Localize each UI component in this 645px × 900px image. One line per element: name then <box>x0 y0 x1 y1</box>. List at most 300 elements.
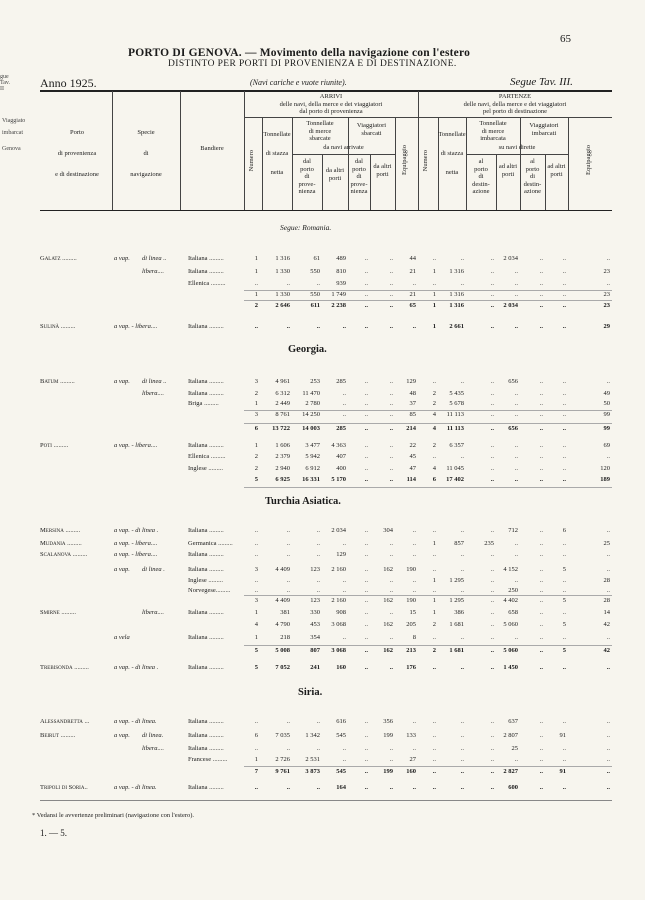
table-cell-e: 21 <box>409 268 416 275</box>
table-cell-j: .. <box>606 756 610 763</box>
table-cell-b: 908 <box>336 609 346 616</box>
table-cell-n2: .. <box>432 587 436 594</box>
table-cell-n: .. <box>254 587 258 594</box>
table-cell-e: .. <box>412 718 416 725</box>
table-row <box>0 323 645 332</box>
table-cell-j: 189 <box>600 476 610 483</box>
table-cell-a: 6 912 <box>305 465 320 472</box>
table-cell-n: .. <box>254 551 258 558</box>
table-cell-n2: .. <box>432 745 436 752</box>
table-cell-i: .. <box>562 476 566 483</box>
table-cell-port: Mersina ......... <box>40 527 81 534</box>
table-cell-n2: 1 <box>432 323 436 330</box>
table-cell-t2: .. <box>460 745 464 752</box>
table-cell-t: 7 052 <box>275 664 290 671</box>
table-cell-f: .. <box>490 718 494 725</box>
table-cell-d: .. <box>389 476 393 483</box>
table-cell-spec: a vap. - di linea . <box>114 527 159 534</box>
margin-strip <box>0 60 26 210</box>
table-cell-flag: Germanica ......... <box>188 540 233 547</box>
table-cell-n: 5 <box>254 664 258 671</box>
table-cell-g: 4 402 <box>503 597 518 604</box>
table-cell-t: .. <box>286 280 290 287</box>
table-cell-t: 4 409 <box>275 566 290 573</box>
table-cell-e: 214 <box>406 425 416 432</box>
col-divider <box>112 91 113 210</box>
table-cell-t2: .. <box>460 527 464 534</box>
table-cell-e: .. <box>412 577 416 584</box>
table-cell-f: .. <box>490 647 494 654</box>
table-cell-t: 7 035 <box>275 732 290 739</box>
table-cell-e: 176 <box>406 664 416 671</box>
table-cell-spec: a vap. - libera.... <box>114 540 158 547</box>
table-cell-f: .. <box>490 442 494 449</box>
table-cell-h: .. <box>539 732 543 739</box>
table-cell-b: 810 <box>336 268 346 275</box>
table-cell-n2: 1 <box>432 609 436 616</box>
table-cell-c: .. <box>364 390 368 397</box>
table-cell-port: Galatz ......... <box>40 255 77 262</box>
table-cell-e: 65 <box>409 302 416 309</box>
table-cell-h: .. <box>539 745 543 752</box>
table-cell-d: 162 <box>383 597 393 604</box>
table-cell-t2: 857 <box>454 540 464 547</box>
table-cell-t: 1 606 <box>275 442 290 449</box>
table-row <box>0 768 645 777</box>
table-cell-sub: libera.... <box>142 390 165 397</box>
col-divider <box>568 118 569 210</box>
table-cell-n2: .. <box>432 784 436 791</box>
table-cell-flag: Ellenica ......... <box>188 280 226 287</box>
table-cell-e: .. <box>412 323 416 330</box>
table-cell-h: .. <box>539 302 543 309</box>
table-cell-t2: 2 661 <box>449 323 464 330</box>
table-cell-b: 2 160 <box>331 566 346 573</box>
table-cell-b: 2 034 <box>331 527 346 534</box>
table-cell-t2: 6 357 <box>449 442 464 449</box>
table-cell-f: .. <box>490 664 494 671</box>
table-cell-f: .. <box>490 732 494 739</box>
table-cell-e: 129 <box>406 378 416 385</box>
table-cell-i: .. <box>562 302 566 309</box>
table-cell-e: 45 <box>409 453 416 460</box>
table-cell-j: .. <box>606 718 610 725</box>
table-cell-t: 13 722 <box>272 425 290 432</box>
note-label: (Navi cariche e vuote riunite). <box>250 78 347 87</box>
table-cell-n2: .. <box>432 378 436 385</box>
table-cell-g: .. <box>514 756 518 763</box>
col-divider <box>418 91 419 210</box>
table-cell-n: 1 <box>254 634 258 641</box>
table-cell-i: .. <box>562 280 566 287</box>
table-cell-h: .. <box>539 587 543 594</box>
table-cell-c: .. <box>364 587 368 594</box>
table-cell-c: .. <box>364 453 368 460</box>
table-cell-t2: 1 681 <box>449 621 464 628</box>
header-numero-arr: Numero <box>248 150 255 172</box>
header-da-navi-arrivate: da navi arrivate <box>323 144 364 151</box>
table-cell-a: 2 531 <box>305 756 320 763</box>
table-cell-g: 656 <box>508 378 518 385</box>
table-cell-d: 162 <box>383 566 393 573</box>
table-cell-c: .. <box>364 255 368 262</box>
table-cell-n: 2 <box>254 390 258 397</box>
table-cell-i: 5 <box>562 566 566 573</box>
table-cell-n2: .. <box>432 453 436 460</box>
table-cell-h: .. <box>539 323 543 330</box>
table-cell-c: .. <box>364 540 368 547</box>
table-cell-g: 25 <box>511 745 518 752</box>
table-cell-g: .. <box>514 577 518 584</box>
table-cell-i: .. <box>562 323 566 330</box>
table-cell-f: .. <box>490 745 494 752</box>
table-cell-d: 162 <box>383 621 393 628</box>
table-cell-sub: libera.... <box>142 745 165 752</box>
table-row <box>0 390 645 399</box>
table-cell-b: .. <box>342 587 346 594</box>
subtotal-rule <box>244 487 612 488</box>
table-cell-c: .. <box>364 551 368 558</box>
table-cell-j: .. <box>606 527 610 534</box>
table-cell-b: 1 749 <box>331 291 346 298</box>
subtotal-rule <box>244 595 612 596</box>
table-cell-h: .. <box>539 718 543 725</box>
table-row <box>0 745 645 754</box>
table-cell-b: 4 363 <box>331 442 346 449</box>
table-cell-b: .. <box>342 390 346 397</box>
table-cell-f: .. <box>490 551 494 558</box>
table-cell-n2: 2 <box>432 621 436 628</box>
table-cell-t: 6 925 <box>275 476 290 483</box>
subtotal-rule <box>244 766 612 767</box>
table-cell-a: 550 <box>310 291 320 298</box>
table-row <box>0 465 645 474</box>
table-cell-t: .. <box>286 527 290 534</box>
header-merce-sbarcate: Tonnellate di merce sbarcate <box>306 120 334 142</box>
table-cell-j: 42 <box>603 647 610 654</box>
table-row <box>0 566 645 575</box>
table-cell-n2: 1 <box>432 302 436 309</box>
table-cell-spec: a vap. <box>114 566 130 573</box>
table-cell-i: 5 <box>562 621 566 628</box>
table-cell-n2: 2 <box>432 400 436 407</box>
header-ad-altri-porti: ad altri porti <box>498 163 518 178</box>
header-equipaggio-arr: Equipaggio <box>401 145 408 175</box>
table-cell-t2: 1 316 <box>449 302 464 309</box>
table-cell-t: 2 449 <box>275 400 290 407</box>
table-cell-n: .. <box>254 280 258 287</box>
table-cell-t: 218 <box>280 634 290 641</box>
table-cell-t2: .. <box>460 768 464 775</box>
table-row <box>0 597 645 606</box>
table-cell-c: .. <box>364 378 368 385</box>
table-cell-j: .. <box>606 280 610 287</box>
group-rule <box>466 154 568 155</box>
table-cell-a: .. <box>316 527 320 534</box>
table-cell-i: .. <box>562 400 566 407</box>
table-cell-g: 2 034 <box>503 302 518 309</box>
page-title: PORTO DI GENOVA. — Movimento della navigazione con l'estero <box>128 47 471 59</box>
table-cell-j: .. <box>606 664 610 671</box>
table-cell-f: .. <box>490 784 494 791</box>
table-cell-b: .. <box>342 411 346 418</box>
header-equipaggio-par: Equipaggio <box>585 145 592 175</box>
table-cell-j: 23 <box>603 302 610 309</box>
table-cell-d: .. <box>389 255 393 262</box>
table-cell-n: 7 <box>254 768 258 775</box>
header-bandiere: Bandiere <box>200 145 224 152</box>
table-cell-f: .. <box>490 527 494 534</box>
table-cell-g: .. <box>514 323 518 330</box>
table-cell-g: .. <box>514 291 518 298</box>
table-cell-b: 545 <box>336 768 346 775</box>
table-cell-n2: 4 <box>432 411 436 418</box>
table-cell-g: 4 152 <box>503 566 518 573</box>
table-cell-n2: 1 <box>432 577 436 584</box>
table-cell-t2: 1 316 <box>449 291 464 298</box>
table-cell-n: 2 <box>254 453 258 460</box>
table-cell-f: .. <box>490 577 494 584</box>
table-cell-f: .. <box>490 268 494 275</box>
table-cell-n2: 4 <box>432 465 436 472</box>
table-cell-d: .. <box>389 291 393 298</box>
table-cell-t2: .. <box>460 664 464 671</box>
table-cell-n: 1 <box>254 442 258 449</box>
table-cell-a: 16 331 <box>302 476 320 483</box>
table-cell-n: 3 <box>254 411 258 418</box>
table-cell-g: 5 060 <box>503 621 518 628</box>
table-cell-g: 712 <box>508 527 518 534</box>
header-bottom-rule <box>40 210 612 211</box>
table-cell-n2: .. <box>432 634 436 641</box>
table-cell-b: 5 170 <box>331 476 346 483</box>
table-cell-f: .. <box>490 768 494 775</box>
table-cell-flag: Francese ......... <box>188 756 228 763</box>
table-cell-port: Batum ......... <box>40 378 75 385</box>
table-cell-t: .. <box>286 745 290 752</box>
table-cell-t2: .. <box>460 587 464 594</box>
table-cell-e: 48 <box>409 390 416 397</box>
table-row <box>0 378 645 387</box>
table-cell-j: 50 <box>603 400 610 407</box>
table-cell-n: 2 <box>254 465 258 472</box>
table-cell-sub: libera.... <box>142 609 165 616</box>
table-cell-c: .. <box>364 756 368 763</box>
subtotal-rule <box>244 300 612 301</box>
table-cell-d: .. <box>389 378 393 385</box>
table-cell-n2: 4 <box>432 425 436 432</box>
table-cell-a: .. <box>316 551 320 558</box>
table-cell-port: Alessandretta ... <box>40 718 90 725</box>
page-subtitle: DISTINTO PER PORTI DI PROVENIENZA E DI DESTINAZIONE. <box>168 59 457 69</box>
table-cell-g: .. <box>514 465 518 472</box>
table-cell-d: .. <box>389 540 393 547</box>
table-cell-g: .. <box>514 400 518 407</box>
table-cell-j: .. <box>606 378 610 385</box>
table-cell-n2: .. <box>432 664 436 671</box>
table-cell-spec: a vap. <box>114 255 130 262</box>
table-cell-e: 37 <box>409 400 416 407</box>
table-cell-d: 162 <box>383 647 393 654</box>
table-cell-f: .. <box>490 476 494 483</box>
table-row <box>0 476 645 485</box>
table-cell-c: .. <box>364 465 368 472</box>
table-cell-flag: Ellenica ......... <box>188 453 226 460</box>
table-cell-n: .. <box>254 323 258 330</box>
table-cell-d: .. <box>389 465 393 472</box>
table-cell-t: 4 409 <box>275 597 290 604</box>
header-dal-porto-viag: dal porto di prove- nienza <box>350 158 368 195</box>
section-turchia: Turchia Asiatica. <box>265 496 341 507</box>
table-row <box>0 621 645 630</box>
table-cell-d: .. <box>389 425 393 432</box>
table-cell-j: .. <box>606 255 610 262</box>
table-cell-i: .. <box>562 453 566 460</box>
col-divider <box>244 91 245 210</box>
table-cell-g: .. <box>514 540 518 547</box>
table-cell-g: .. <box>514 634 518 641</box>
table-cell-h: .. <box>539 476 543 483</box>
table-cell-e: 190 <box>406 566 416 573</box>
table-cell-h: .. <box>539 784 543 791</box>
header-al-porto-viag: al porto di destin- azione <box>523 158 542 195</box>
table-cell-e: .. <box>412 540 416 547</box>
group-rule <box>244 117 612 118</box>
table-cell-flag: Italiana ......... <box>188 784 224 791</box>
table-cell-t: 2 379 <box>275 453 290 460</box>
table-cell-e: 85 <box>409 411 416 418</box>
table-cell-h: .. <box>539 453 543 460</box>
table-cell-d: .. <box>389 745 393 752</box>
table-row <box>0 411 645 420</box>
table-cell-c: .. <box>364 597 368 604</box>
table-cell-i: .. <box>562 718 566 725</box>
table-cell-e: .. <box>412 784 416 791</box>
table-cell-g: .. <box>514 453 518 460</box>
table-cell-j: 99 <box>603 411 610 418</box>
table-cell-j: 23 <box>603 268 610 275</box>
table-cell-f: .. <box>490 425 494 432</box>
table-cell-flag: Briga ......... <box>188 400 219 407</box>
table-cell-j: 42 <box>603 621 610 628</box>
table-cell-t: .. <box>286 551 290 558</box>
table-cell-flag: Italiana ......... <box>188 609 224 616</box>
table-cell-h: .. <box>539 540 543 547</box>
table-cell-flag: Italiana ......... <box>188 323 224 330</box>
table-cell-t: 6 312 <box>275 390 290 397</box>
table-cell-t2: .. <box>460 634 464 641</box>
table-cell-port: Poti ......... <box>40 442 69 449</box>
table-cell-c: .. <box>364 664 368 671</box>
table-cell-t: 1 330 <box>275 268 290 275</box>
table-cell-t2: 11 113 <box>446 411 464 418</box>
table-cell-d: .. <box>389 411 393 418</box>
page-number: 65 <box>560 33 571 45</box>
table-cell-t: 2 940 <box>275 465 290 472</box>
table-cell-i: .. <box>562 634 566 641</box>
table-cell-d: 304 <box>383 527 393 534</box>
table-cell-c: .. <box>364 784 368 791</box>
table-cell-h: .. <box>539 255 543 262</box>
table-cell-t2: .. <box>460 756 464 763</box>
table-cell-d: .. <box>389 784 393 791</box>
table-cell-a: .. <box>316 784 320 791</box>
table-cell-d: .. <box>389 609 393 616</box>
table-cell-t2: 11 045 <box>446 465 464 472</box>
table-cell-h: .. <box>539 280 543 287</box>
header-stazza-arr: Tonnellate di stazza netta <box>263 131 291 176</box>
table-cell-flag: Italiana ......... <box>188 442 224 449</box>
table-cell-i: .. <box>562 390 566 397</box>
table-row <box>0 609 645 618</box>
table-cell-i: .. <box>562 411 566 418</box>
table-cell-spec: a vap. - libera.... <box>114 442 158 449</box>
table-row <box>0 268 645 277</box>
table-row <box>0 425 645 434</box>
header-al-porto: al porto di destin- azione <box>472 158 490 195</box>
table-cell-g: 658 <box>508 609 518 616</box>
table-cell-b: 160 <box>336 664 346 671</box>
header-specie: Specie di navigazione <box>130 129 162 178</box>
table-cell-a: 330 <box>310 609 320 616</box>
table-cell-a: 14 003 <box>302 425 320 432</box>
table-cell-b: 407 <box>336 453 346 460</box>
col-divider <box>322 155 323 210</box>
header-arrivi: ARRIVI delle navi, della merce e dei viaggiatori dal porto di provenienza <box>279 93 383 115</box>
table-cell-flag: Norvegese......... <box>188 587 231 594</box>
table-cell-c: .. <box>364 732 368 739</box>
table-cell-g: 637 <box>508 718 518 725</box>
table-cell-h: .. <box>539 664 543 671</box>
table-cell-n: 2 <box>254 302 258 309</box>
table-cell-flag: Italiana ......... <box>188 255 224 262</box>
table-cell-h: .. <box>539 268 543 275</box>
table-cell-spec: a vap. - di linea. <box>114 718 157 725</box>
table-cell-g: .. <box>514 442 518 449</box>
table-cell-i: .. <box>562 378 566 385</box>
table-cell-c: .. <box>364 647 368 654</box>
table-cell-i: 5 <box>562 647 566 654</box>
table-cell-d: .. <box>389 400 393 407</box>
table-cell-t: 8 761 <box>275 411 290 418</box>
table-cell-c: .. <box>364 609 368 616</box>
table-cell-flag: Italiana ......... <box>188 378 224 385</box>
table-cell-g: 2 827 <box>503 768 518 775</box>
table-cell-g: .. <box>514 390 518 397</box>
table-cell-c: .. <box>364 400 368 407</box>
table-cell-g: 2 807 <box>503 732 518 739</box>
table-cell-f: .. <box>490 411 494 418</box>
table-cell-g: .. <box>514 551 518 558</box>
table-cell-n: 1 <box>254 609 258 616</box>
table-cell-n2: 2 <box>432 442 436 449</box>
table-cell-t2: .. <box>460 255 464 262</box>
table-cell-j: 120 <box>600 465 610 472</box>
table-cell-h: .. <box>539 551 543 558</box>
table-cell-t2: 5 435 <box>449 390 464 397</box>
table-cell-g: .. <box>514 280 518 287</box>
header-porto: Porto di provenienza e di destinazione <box>55 129 99 178</box>
table-cell-flag: Italiana ......... <box>188 732 224 739</box>
table-cell-h: .. <box>539 621 543 628</box>
table-cell-e: 190 <box>406 597 416 604</box>
table-cell-f: .. <box>490 756 494 763</box>
table-cell-j: .. <box>606 566 610 573</box>
table-cell-j: .. <box>606 634 610 641</box>
table-cell-port: Trebisonda ......... <box>40 664 89 671</box>
table-cell-a: .. <box>316 745 320 752</box>
table-cell-b: 2 160 <box>331 597 346 604</box>
